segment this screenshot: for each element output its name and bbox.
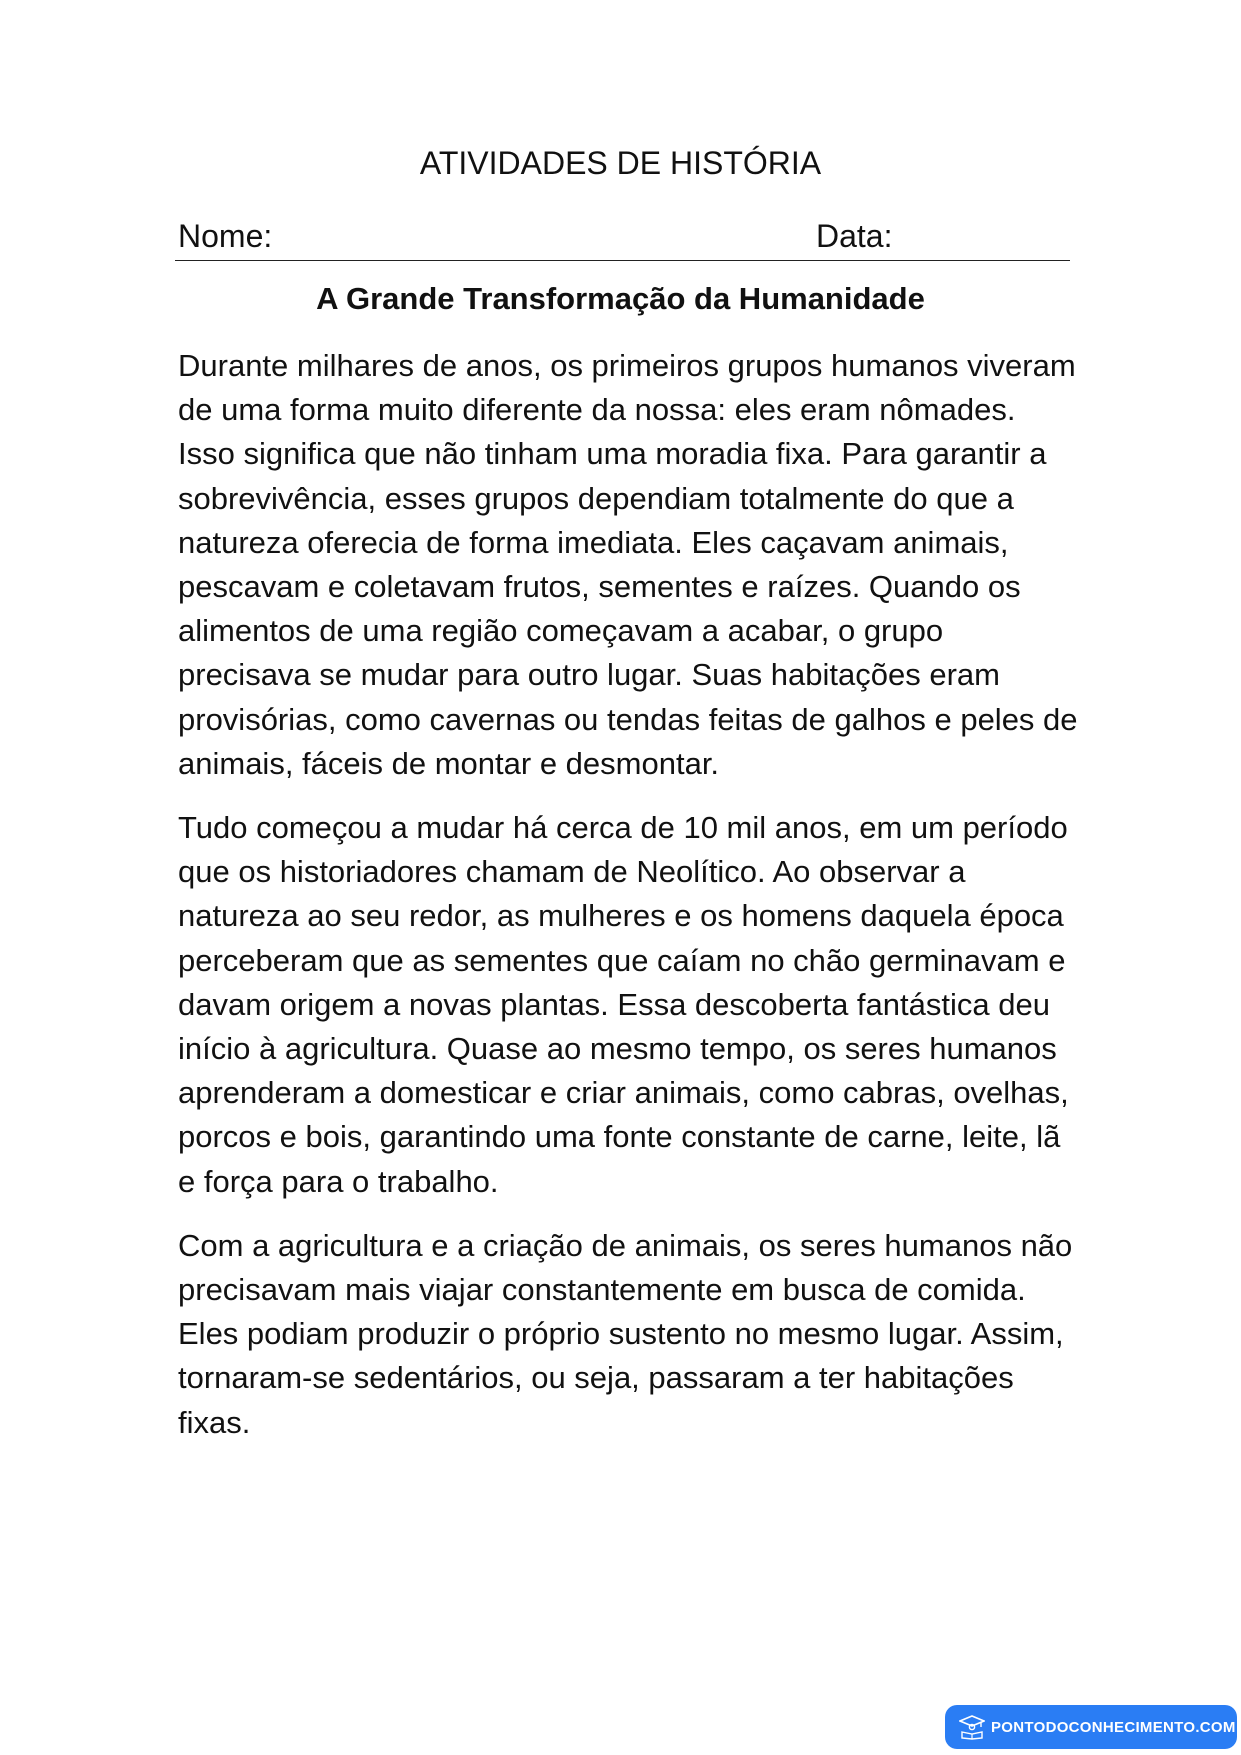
date-label: Data:: [816, 218, 893, 254]
page-heading: ATIVIDADES DE HISTÓRIA: [419, 145, 822, 181]
brand-text: PONTODOCONHECIMENTO.COM: [991, 1718, 1236, 1736]
brand-badge[interactable]: [945, 1705, 1237, 1749]
paragraph-3: Com a agricultura e a criação de animais, os seres humanos não precisavam mais viajar constantemente em busca de comida. Eles podiam produzir o próprio sustento no mesmo lugar. Assim, tornaram-se sedentários, ou seja, passaram a ter habitações fixas.: [178, 1227, 1073, 1440]
name-label: Nome:: [178, 218, 273, 254]
body-text: [178, 344, 1078, 1465]
paragraph-2: Tudo começou a mudar há cerca de 10 mil anos, em um período que os historiadores chamam de Neolítico. Ao observar a natureza ao seu redor, as mulheres e os homens daquela época perceberam que as sementes que caíam no chão germinavam e davam origem a novas plantas. Essa descoberta fantástica deu início à agricultura. Quase ao mesmo tempo, os seres humanos aprenderam a domesticar e criar animais, como cabras, ovelhas, porcos e bois, garantindo uma fonte constante de carne, leite, lã e força para o trabalho.: [178, 810, 1069, 1199]
name-date-line: [175, 216, 1070, 261]
paragraph-1: Durante milhares de anos, os primeiros grupos humanos viveram de uma forma muito diferente da nossa: eles eram nômades. Isso significa que não tinham uma moradia fixa. Para garantir a sobrevivência, esses grupos dependiam totalmente do que a natureza oferecia de forma imediata. Eles caçavam animais, pescavam e coletavam frutos, sementes e raízes. Quando os alimentos de uma região começavam a acabar, o grupo precisava se mudar para outro lugar. Suas habitações eram provisórias, como cavernas ou tendas feitas de galhos e peles de animais, fáceis de montar e desmontar.: [178, 348, 1078, 781]
document-title: A Grande Transformação da Humanidade: [316, 281, 925, 316]
graduation-reader-icon: [959, 1714, 985, 1740]
